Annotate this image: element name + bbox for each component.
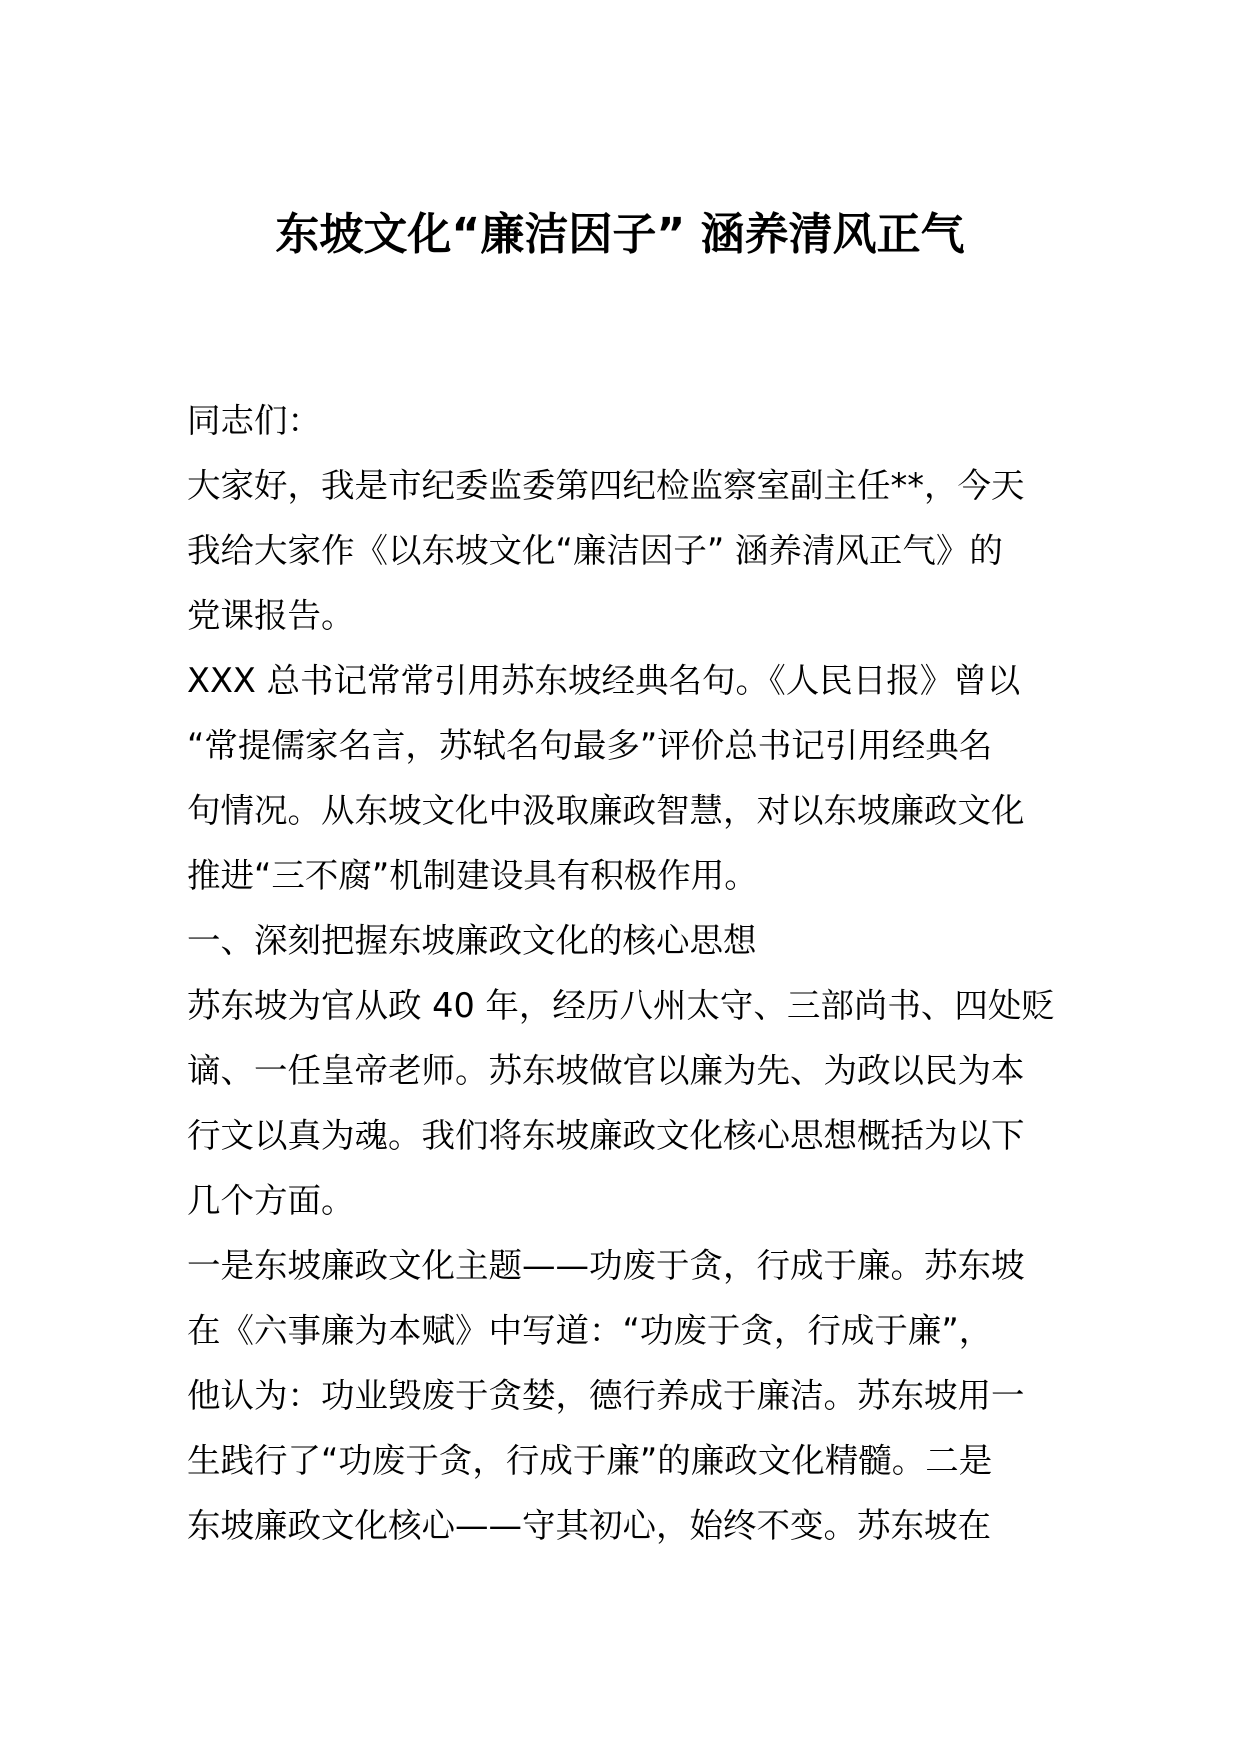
body-line: 大家好，我是市纪委监委第四纪检监察室副主任**，今天 xyxy=(187,466,1025,505)
body-line: 几个方面。 xyxy=(187,1181,355,1220)
body-line: “常提儒家名言，苏轼名句最多”评价总书记引用经典名 xyxy=(187,726,993,765)
body-line: 行文以真为魂。我们将东坡廉政文化核心思想概括为以下 xyxy=(187,1116,1025,1155)
body-line: 他认为：功业毁废于贪婪，德行养成于廉洁。苏东坡用一 xyxy=(187,1376,1025,1415)
body-line: 苏东坡为官从政 40 年，经历八州太守、三部尚书、四处贬 xyxy=(187,986,1055,1025)
section-heading: 一、深刻把握东坡廉政文化的核心思想 xyxy=(187,921,757,960)
body-line: 在《六事廉为本赋》中写道：“功废于贪，行成于廉”， xyxy=(187,1311,993,1350)
body-line: 生践行了“功废于贪，行成于廉”的廉政文化精髓。二是 xyxy=(187,1441,993,1480)
body-line: 东坡廉政文化核心——守其初心，始终不变。苏东坡在 xyxy=(187,1506,991,1545)
body-line: 谪、一任皇帝老师。苏东坡做官以廉为先、为政以民为本 xyxy=(187,1051,1025,1090)
body-line: 一是东坡廉政文化主题——功废于贪，行成于廉。苏东坡 xyxy=(187,1246,1025,1285)
body-line: 句情况。从东坡文化中汲取廉政智慧，对以东坡廉政文化 xyxy=(187,791,1025,830)
body-line: 我给大家作《以东坡文化“廉洁因子” 涵养清风正气》的 xyxy=(187,531,1003,570)
body-line: XXX 总书记常常引用苏东坡经典名句。《人民日报》曾以 xyxy=(187,661,1021,700)
body-line: 推进“三不腐”机制建设具有积极作用。 xyxy=(187,856,758,895)
document-body xyxy=(187,388,1057,1558)
document-title: 东坡文化“廉洁因子” 涵养清风正气 xyxy=(275,209,965,260)
body-line: 党课报告。 xyxy=(187,596,355,635)
salutation-line: 同志们： xyxy=(187,401,321,440)
